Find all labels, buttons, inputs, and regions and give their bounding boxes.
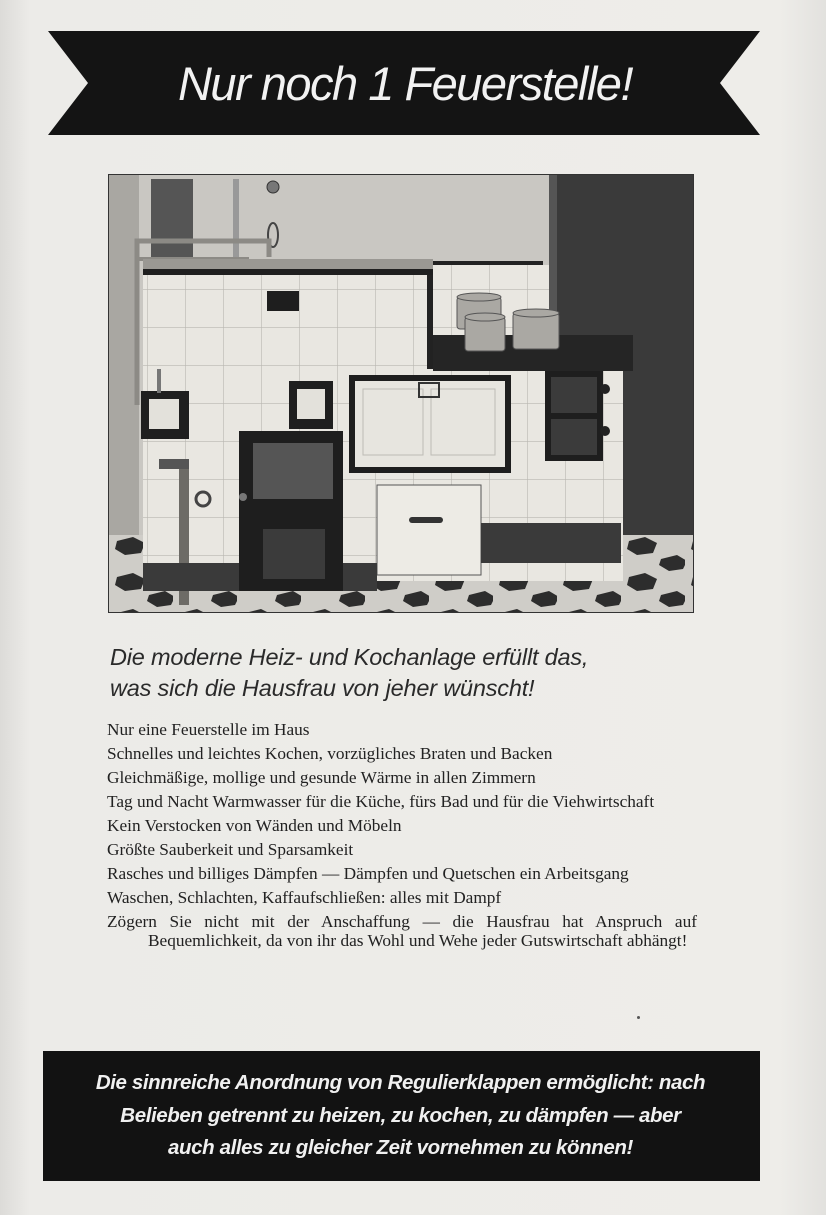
feature-item: Nur eine Feuerstelle im Haus: [107, 720, 310, 739]
stove-photo: [108, 174, 694, 613]
feature-list: [107, 720, 697, 955]
callout-line-1: Die sinnreiche Anordnung von Regulierklappen ermöglicht: nach: [95, 1071, 706, 1094]
feature-item: Tag und Nacht Warmwasser für die Küche, fürs Bad und für die Viehwirtschaft: [107, 792, 655, 811]
headline-line-2: was sich die Hausfrau von jeher wünscht!: [110, 675, 535, 701]
feature-item: Größte Sauberkeit und Sparsamkeit: [107, 840, 354, 859]
feature-item: Waschen, Schlachten, Kaffaufschließen: alles mit Dampf: [107, 888, 502, 907]
feature-item: Gleichmäßige, mollige und gesunde Wärme in allen Zimmern: [107, 768, 536, 787]
feature-item: Schnelles und leichtes Kochen, vorzügliches Braten und Backen: [107, 744, 553, 763]
banner-title: Nur noch 1 Feuerstelle!: [177, 56, 633, 110]
headline-line-1: Die moderne Heiz- und Kochanlage erfüllt das,: [110, 644, 589, 670]
feature-item: Rasches und billiges Dämpfen — Dämpfen und Quetschen ein Arbeitsgang: [107, 864, 629, 883]
title-banner: [48, 31, 760, 135]
bottom-callout: [43, 1051, 760, 1181]
callout-line-3: auch alles zu gleicher Zeit vornehmen zu können!: [168, 1136, 633, 1159]
stove-illustration: [109, 175, 694, 613]
callout-line-2: Belieben getrennt zu heizen, zu kochen, zu dämpfen — aber: [120, 1103, 681, 1127]
feature-item: Kein Verstocken von Wänden und Möbeln: [107, 816, 402, 835]
headline: [110, 642, 730, 704]
feature-item: Zögern Sie nicht mit der Anschaffung — die Hausfrau hat Anspruch auf Bequemlichkeit, da von ihr das Wohl und Wehe jeder Gutswirtschaft abhängt!: [107, 912, 697, 950]
print-speck: [637, 1016, 640, 1019]
